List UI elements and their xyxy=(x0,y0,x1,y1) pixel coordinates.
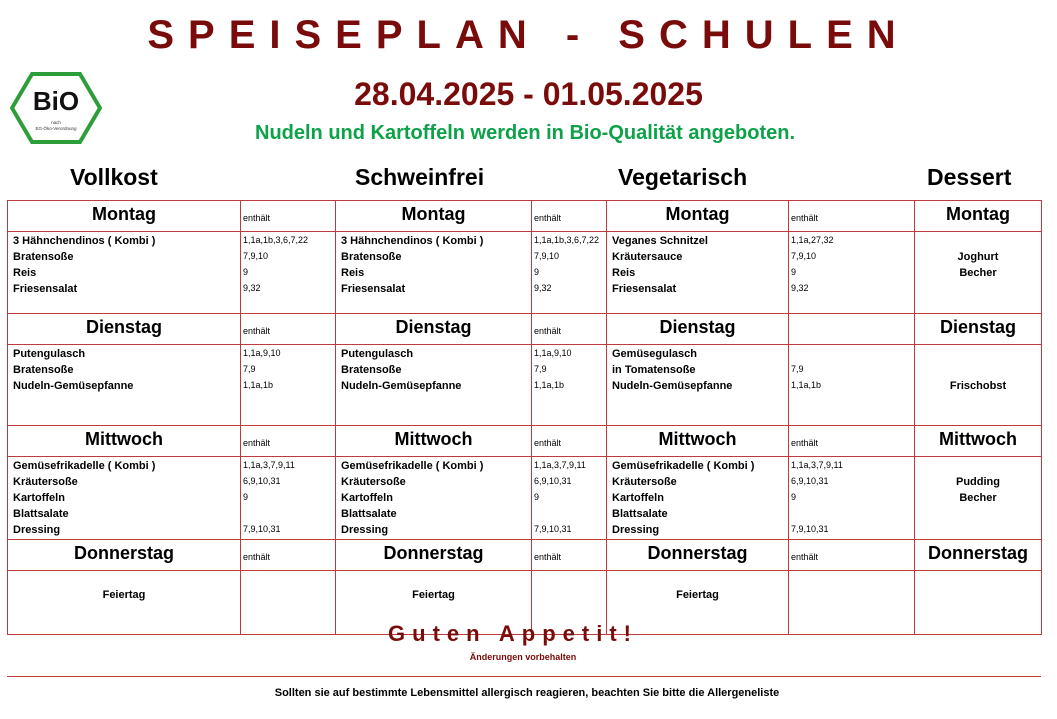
enthaelt-label-vegetarisch xyxy=(789,314,915,345)
dish-name: Nudeln-Gemüsepfanne xyxy=(341,380,462,392)
date-range: 28.04.2025 - 01.05.2025 xyxy=(354,76,703,112)
dessert-item: Frischobst xyxy=(949,380,1007,392)
dessert-item xyxy=(915,363,1041,379)
dish-name: Putengulasch xyxy=(13,348,86,360)
allergen-cell-schweinfrei xyxy=(532,457,607,540)
day-name-dessert: Montag xyxy=(915,201,1042,232)
allergen-codes xyxy=(791,507,914,523)
day-name-vegetarisch: Dienstag xyxy=(607,314,789,345)
dish-name: Gemüsefrikadelle ( Kombi ) xyxy=(341,460,484,472)
allergen-codes: 6,9,10,31 xyxy=(243,476,281,486)
day-menu-row xyxy=(8,457,1042,540)
enthaelt-text: enthält xyxy=(243,326,271,336)
dessert-item xyxy=(915,347,1041,363)
enthaelt-text: enthält xyxy=(791,438,819,448)
dish-name: Gemüsefrikadelle ( Kombi ) xyxy=(13,460,156,472)
dessert-cell xyxy=(915,457,1042,540)
allergen-codes: 7,9,10,31 xyxy=(534,524,572,534)
allergen-codes: 1,1a,1b,3,6,7,22 xyxy=(534,235,600,245)
day-name-vegetarisch: Donnerstag xyxy=(607,540,789,571)
holiday-label: Feiertag xyxy=(676,589,719,601)
bio-seal-logo xyxy=(10,72,102,144)
enthaelt-text: enthält xyxy=(534,213,562,223)
enthaelt-text: enthält xyxy=(243,552,271,562)
day-name-schweinfrei: Mittwoch xyxy=(336,426,532,457)
dish-name: Veganes Schnitzel xyxy=(612,235,708,247)
column-header-schweinfrei: Schweinfrei xyxy=(355,164,485,190)
dish-name: 3 Hähnchendinos ( Kombi ) xyxy=(13,235,156,247)
day-name-schweinfrei: Donnerstag xyxy=(336,540,532,571)
day-name-dessert: Dienstag xyxy=(915,314,1042,345)
dish-name: Kartoffeln xyxy=(13,492,65,504)
day-name-vollkost: Mittwoch xyxy=(8,426,241,457)
dish-cell-vegetarisch xyxy=(607,232,789,314)
enthaelt-label-schweinfrei xyxy=(532,426,607,457)
allergen-codes: 1,1a,1b xyxy=(791,380,822,390)
enthaelt-label-vollkost xyxy=(241,426,336,457)
enthaelt-text: enthält xyxy=(243,213,271,223)
dish-cell-vollkost xyxy=(8,345,241,426)
allergen-codes: 1,1a,3,7,9,11 xyxy=(243,460,295,470)
enthaelt-text: enthält xyxy=(534,326,562,336)
enthaelt-label-vegetarisch xyxy=(789,201,915,232)
dish-name: Friesensalat xyxy=(341,283,406,295)
dish-name: Kräutersoße xyxy=(13,476,78,488)
dish-name: Bratensoße xyxy=(341,251,402,263)
dish-name: Dressing xyxy=(341,524,389,536)
svg-text:EG-Öko-Verordnung: EG-Öko-Verordnung xyxy=(35,126,77,131)
bio-logo-text: BiO xyxy=(32,86,80,116)
allergen-cell-schweinfrei xyxy=(532,345,607,426)
day-header-row xyxy=(8,314,1042,345)
day-header-row xyxy=(8,540,1042,571)
dish-name: Gemüsegulasch xyxy=(612,348,697,360)
svg-text:nach: nach xyxy=(51,120,61,125)
allergen-codes: 9 xyxy=(791,267,797,277)
dish-name: Bratensoße xyxy=(13,364,74,376)
allergen-codes: 9 xyxy=(243,267,249,277)
dessert-cell xyxy=(915,345,1042,426)
allergen-codes: 1,1a,9,10 xyxy=(534,348,572,358)
holiday-label: Feiertag xyxy=(412,589,455,601)
dish-name: Blattsalate xyxy=(612,508,668,520)
dish-name: Blattsalate xyxy=(341,508,397,520)
dessert-cell xyxy=(915,232,1042,314)
allergen-codes xyxy=(243,507,335,523)
column-header-vollkost: Vollkost xyxy=(70,164,158,190)
enthaelt-text: enthält xyxy=(534,438,562,448)
allergen-cell-vollkost xyxy=(241,232,336,314)
footer-divider xyxy=(7,676,1041,677)
enthaelt-label-schweinfrei xyxy=(532,314,607,345)
allergen-cell-vegetarisch xyxy=(789,232,915,314)
dish-name: Reis xyxy=(13,267,37,279)
allergy-note: Sollten sie auf bestimmte Lebensmittel allergisch reagieren, beachten Sie bitte die Allergeneliste xyxy=(274,687,780,699)
allergen-codes xyxy=(791,347,914,363)
allergen-cell-vollkost xyxy=(241,345,336,426)
holiday-label: Feiertag xyxy=(102,589,146,601)
allergen-codes: 7,9,10 xyxy=(791,251,817,261)
allergen-codes: 9 xyxy=(534,492,540,502)
dish-name: Bratensoße xyxy=(13,251,74,263)
dessert-item: Pudding xyxy=(956,476,1000,488)
enthaelt-label-vollkost xyxy=(241,201,336,232)
dessert-item: Becher xyxy=(959,492,997,504)
dish-name: 3 Hähnchendinos ( Kombi ) xyxy=(341,235,484,247)
dish-cell-schweinfrei xyxy=(336,457,532,540)
dish-name: Dressing xyxy=(13,524,61,536)
day-name-vollkost: Montag xyxy=(8,201,241,232)
allergen-codes: 7,9,10 xyxy=(243,251,269,261)
enthaelt-label-vollkost xyxy=(241,540,336,571)
dish-cell-vegetarisch xyxy=(607,345,789,426)
dish-cell-vollkost xyxy=(8,457,241,540)
dessert-item: Joghurt xyxy=(957,251,999,263)
day-name-vegetarisch: Montag xyxy=(607,201,789,232)
enthaelt-label-vollkost xyxy=(241,314,336,345)
dish-name: Kräutersoße xyxy=(612,476,677,488)
column-header-dessert: Dessert xyxy=(927,164,1012,190)
allergen-codes xyxy=(534,507,606,523)
dish-cell-vollkost xyxy=(8,232,241,314)
dish-cell-schweinfrei xyxy=(336,232,532,314)
column-header-vegetarisch: Vegetarisch xyxy=(618,164,748,190)
enthaelt-text: enthält xyxy=(791,213,819,223)
day-header-row xyxy=(8,201,1042,232)
allergen-codes: 9 xyxy=(791,492,797,502)
allergen-codes: 9 xyxy=(243,492,249,502)
dish-name: Reis xyxy=(612,267,636,279)
changes-note: Änderungen vorbehalten xyxy=(469,652,577,662)
allergen-cell-vegetarisch xyxy=(789,345,915,426)
allergen-codes: 9,32 xyxy=(243,283,261,293)
allergen-cell-schweinfrei xyxy=(532,232,607,314)
enthaelt-text: enthält xyxy=(534,552,562,562)
dish-name: Kartoffeln xyxy=(341,492,393,504)
dish-cell-schweinfrei xyxy=(336,345,532,426)
allergen-codes: 9,32 xyxy=(534,283,552,293)
day-name-vegetarisch: Mittwoch xyxy=(607,426,789,457)
dish-name: Kartoffeln xyxy=(612,492,664,504)
page-title: SPEISEPLAN - SCHULEN xyxy=(147,13,910,57)
dish-name: Reis xyxy=(341,267,365,279)
day-name-schweinfrei: Dienstag xyxy=(336,314,532,345)
dish-name: Nudeln-Gemüsepfanne xyxy=(13,380,134,392)
allergen-codes: 1,1a,3,7,9,11 xyxy=(791,460,843,470)
allergen-codes: 9 xyxy=(534,267,540,277)
bio-notice: Nudeln und Kartoffeln werden in Bio-Qualität angeboten. xyxy=(255,122,795,144)
allergen-codes: 1,1a,1b xyxy=(243,380,274,390)
dish-name: Nudeln-Gemüsepfanne xyxy=(612,380,733,392)
dessert-item xyxy=(915,234,1041,250)
allergen-cell-vollkost xyxy=(241,457,336,540)
menu-table xyxy=(7,200,1042,635)
day-header-row xyxy=(8,426,1042,457)
allergen-codes: 9,32 xyxy=(791,283,809,293)
allergen-codes: 7,9,10 xyxy=(534,251,560,261)
enthaelt-text: enthält xyxy=(791,552,819,562)
allergen-codes: 1,1a,1b,3,6,7,22 xyxy=(243,235,309,245)
allergen-codes: 7,9 xyxy=(243,364,256,374)
allergen-cell-vegetarisch xyxy=(789,457,915,540)
day-menu-row xyxy=(8,345,1042,426)
allergen-codes: 1,1a,3,7,9,11 xyxy=(534,460,586,470)
dish-cell-vegetarisch xyxy=(607,457,789,540)
enthaelt-label-vegetarisch xyxy=(789,540,915,571)
allergen-codes: 6,9,10,31 xyxy=(534,476,572,486)
allergen-codes: 7,9 xyxy=(791,364,804,374)
dish-name: Dressing xyxy=(612,524,660,536)
allergen-codes: 1,1a,1b xyxy=(534,380,565,390)
day-name-dessert: Mittwoch xyxy=(915,426,1042,457)
dish-name: Kräutersauce xyxy=(612,251,683,263)
guten-appetit: Guten Appetit! xyxy=(388,621,638,646)
allergen-codes: 1,1a,27,32 xyxy=(791,235,834,245)
allergen-codes: 6,9,10,31 xyxy=(791,476,829,486)
dish-name: Putengulasch xyxy=(341,348,414,360)
dish-name: Blattsalate xyxy=(13,508,69,520)
day-menu-row xyxy=(8,232,1042,314)
dish-name: Friesensalat xyxy=(612,283,677,295)
enthaelt-label-vegetarisch xyxy=(789,426,915,457)
dessert-item xyxy=(915,459,1041,475)
dish-name: Bratensoße xyxy=(341,364,402,376)
day-name-schweinfrei: Montag xyxy=(336,201,532,232)
allergen-codes: 7,9 xyxy=(534,364,547,374)
allergen-codes: 7,9,10,31 xyxy=(791,524,829,534)
dish-name: Gemüsefrikadelle ( Kombi ) xyxy=(612,460,755,472)
day-name-vollkost: Donnerstag xyxy=(8,540,241,571)
day-name-dessert: Donnerstag xyxy=(915,540,1042,571)
day-name-vollkost: Dienstag xyxy=(8,314,241,345)
dish-name: Kräutersoße xyxy=(341,476,406,488)
allergen-codes: 1,1a,9,10 xyxy=(243,348,281,358)
enthaelt-text: enthält xyxy=(243,438,271,448)
dish-name: Friesensalat xyxy=(13,283,78,295)
dessert-item xyxy=(915,282,1041,298)
allergen-codes: 7,9,10,31 xyxy=(243,524,281,534)
dish-name: in Tomatensoße xyxy=(612,364,696,376)
enthaelt-label-schweinfrei xyxy=(532,540,607,571)
enthaelt-label-schweinfrei xyxy=(532,201,607,232)
dessert-item: Becher xyxy=(959,267,997,279)
